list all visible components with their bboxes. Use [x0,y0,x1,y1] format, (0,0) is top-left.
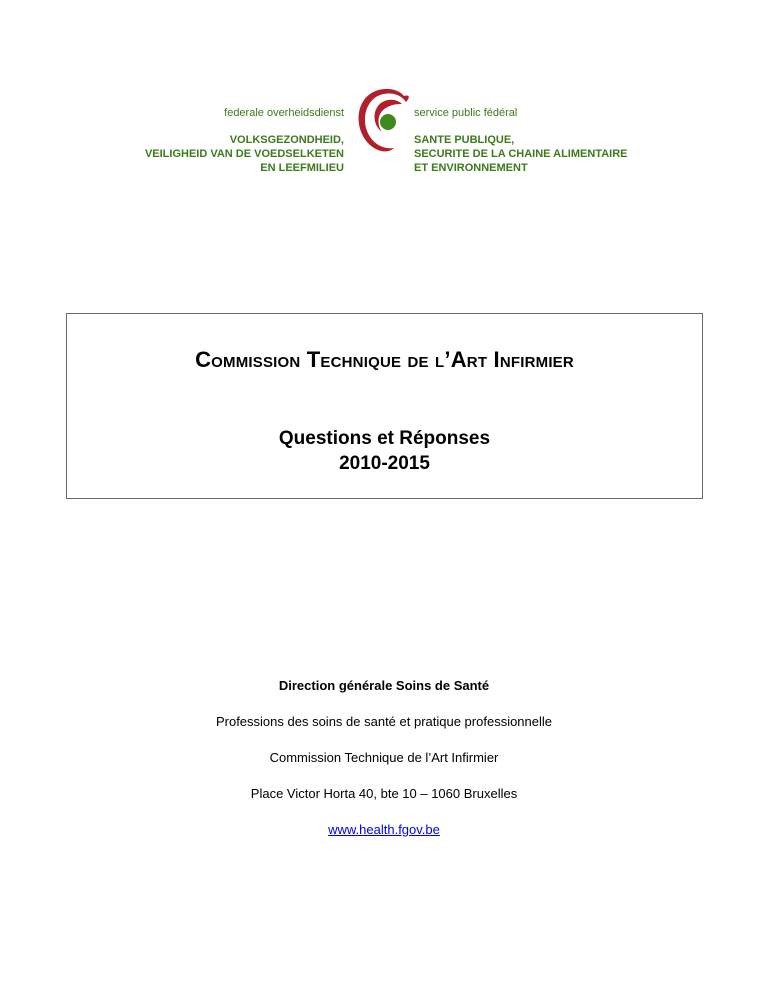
department-name: Professions des soins de santé et pratique professionnelle [215,714,553,729]
logo-dot [380,114,396,130]
website-line [0,822,768,838]
service-label-fr: service public fédéral [414,107,518,119]
commission-title: Commission Technique de l’Art Infirmier [195,347,574,372]
ministry-name-fr-line2: SECURITE DE LA CHAINE ALIMENTAIRE [414,148,628,160]
header-dutch [145,106,344,175]
document-subtitle: Questions et Réponses [278,428,491,449]
ministry-name-fr-line1: SANTE PUBLIQUE, [414,134,515,146]
fps-health-logo-icon [352,82,416,154]
service-label-nl: federale overheidsdienst [224,107,344,119]
postal-address: Place Victor Horta 40, bte 10 – 1060 Bruxelles [250,786,518,801]
commission-name: Commission Technique de l’Art Infirmier [269,750,499,765]
document-years: 2010-2015 [339,453,430,474]
ministry-name-nl-line1: VOLKSGEZONDHEID, [229,134,344,146]
header-french [414,106,628,175]
ministry-name-nl-line3: EN LEEFMILIEU [260,162,344,174]
ministry-name-fr-line3: ET ENVIRONNEMENT [414,162,528,174]
directorate-name: Direction générale Soins de Santé [278,678,490,693]
ministry-name-nl-line2: VEILIGHEID VAN DE VOEDSELKETEN [144,148,344,160]
website-link[interactable]: www.health.fgov.be [328,822,440,837]
title-box [66,313,703,499]
page-header [0,0,768,180]
